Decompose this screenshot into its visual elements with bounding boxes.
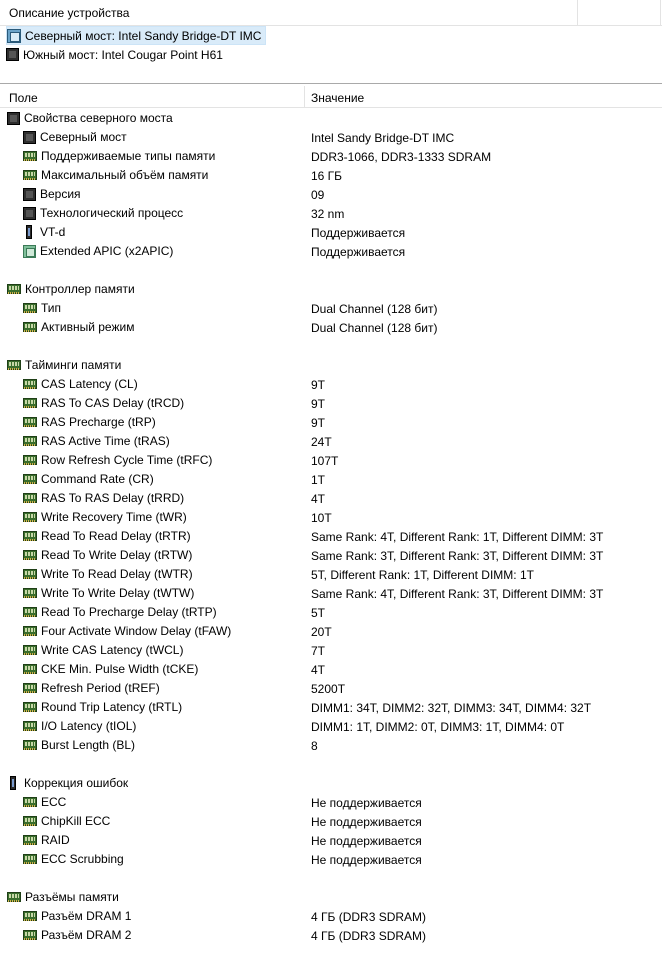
property-row[interactable] [0, 660, 662, 679]
property-value: 5T [311, 606, 326, 620]
property-name: Write Recovery Time (tWR) [41, 510, 187, 524]
property-name-cell [23, 605, 217, 619]
property-name: Four Activate Window Delay (tFAW) [41, 624, 232, 638]
memory-icon [23, 531, 37, 541]
memory-icon [7, 892, 21, 902]
property-name-cell [23, 586, 194, 600]
property-name-cell [23, 510, 187, 524]
group-header-name [7, 890, 119, 904]
property-name-cell [23, 168, 208, 182]
property-name: Command Rate (CR) [41, 472, 154, 486]
column-header-field[interactable]: Поле [9, 91, 38, 105]
column-divider[interactable] [304, 86, 305, 108]
column-divider[interactable] [577, 0, 578, 26]
property-value: 4T [311, 492, 326, 506]
stick-shape [26, 225, 32, 239]
property-name-cell [23, 529, 191, 543]
property-name: Поддерживаемые типы памяти [41, 149, 216, 163]
property-row[interactable] [0, 907, 662, 926]
memory-icon [23, 740, 37, 750]
memory-icon [23, 854, 37, 864]
property-row[interactable] [0, 451, 662, 470]
property-name-cell [23, 244, 173, 258]
property-row[interactable] [0, 223, 662, 242]
property-row[interactable] [0, 185, 662, 204]
property-value: Same Rank: 4T, Different Rank: 1T, Different DIMM: 3T [311, 530, 604, 544]
property-name-cell [23, 567, 193, 581]
property-value: 4T [311, 663, 326, 677]
property-row[interactable] [0, 717, 662, 736]
property-name: ChipKill ECC [41, 814, 111, 828]
property-name: Версия [40, 187, 81, 201]
property-name: RAS Active Time (tRAS) [41, 434, 170, 448]
property-value: Не поддерживается [311, 834, 422, 848]
group-header[interactable] [0, 888, 662, 907]
property-name-cell [23, 548, 192, 562]
device-item-label: Северный мост: Intel Sandy Bridge-DT IMC [25, 28, 262, 43]
property-value: 24T [311, 435, 332, 449]
property-name-cell [23, 149, 215, 163]
property-name-cell [23, 206, 183, 220]
memory-icon [23, 436, 37, 446]
property-value: 10T [311, 511, 332, 525]
group-header[interactable] [0, 774, 662, 793]
property-name-cell [23, 624, 231, 638]
memory-icon [7, 360, 21, 370]
column-header-value[interactable]: Значение [311, 91, 365, 105]
memory-icon [23, 474, 37, 484]
group-header-name [7, 776, 128, 790]
property-name: CKE Min. Pulse Width (tCKE) [41, 662, 199, 676]
property-name: Extended APIC (x2APIC) [40, 244, 174, 258]
property-name: Тип [41, 301, 62, 315]
property-name-cell [23, 814, 110, 828]
property-row[interactable] [0, 641, 662, 660]
property-row[interactable] [0, 318, 662, 337]
property-row[interactable] [0, 128, 662, 147]
property-name-cell [23, 928, 131, 942]
memory-icon [7, 284, 21, 294]
group-title: Разъёмы памяти [25, 890, 119, 904]
property-name-cell [23, 852, 124, 866]
property-row[interactable] [0, 698, 662, 717]
memory-icon [23, 379, 37, 389]
group-header[interactable] [0, 280, 662, 299]
property-name-cell [23, 472, 154, 486]
property-name-cell [23, 643, 183, 657]
property-value: DIMM1: 34T, DIMM2: 32T, DIMM3: 34T, DIMM4: 32T [311, 701, 592, 715]
property-row[interactable] [0, 508, 662, 527]
device-description-panel [0, 0, 662, 84]
property-value: 4 ГБ (DDR3 SDRAM) [311, 929, 427, 943]
property-value: 5T, Different Rank: 1T, Different DIMM: 1T [311, 568, 534, 582]
chip-icon [6, 48, 19, 61]
property-name: I/O Latency (tIOL) [41, 719, 137, 733]
property-value: 5200T [311, 682, 346, 696]
property-value: 8 [311, 739, 318, 753]
property-value: 7T [311, 644, 326, 658]
memory-icon [23, 303, 37, 313]
property-value: Dual Channel (128 бит) [311, 321, 438, 335]
property-row[interactable] [0, 622, 662, 641]
property-value: 16 ГБ [311, 169, 343, 183]
memory-icon [23, 493, 37, 503]
property-row[interactable] [0, 299, 662, 318]
property-row[interactable] [0, 394, 662, 413]
property-row[interactable] [0, 679, 662, 698]
device-item-northbridge[interactable] [6, 26, 266, 45]
memory-icon [23, 151, 37, 161]
property-name: RAS Precharge (tRP) [41, 415, 156, 429]
property-name-cell [23, 700, 182, 714]
property-name-cell [23, 225, 65, 239]
property-row[interactable] [0, 546, 662, 565]
chip-icon [23, 207, 36, 220]
memory-icon [23, 322, 37, 332]
property-value: 9T [311, 397, 326, 411]
property-name-cell [23, 130, 127, 144]
chip-icon [7, 112, 20, 125]
property-name-cell [23, 434, 170, 448]
property-name: Write To Read Delay (tWTR) [41, 567, 193, 581]
property-row[interactable] [0, 603, 662, 622]
property-row[interactable] [0, 736, 662, 755]
property-row[interactable] [0, 565, 662, 584]
property-name: RAS To RAS Delay (tRRD) [41, 491, 185, 505]
device-item-southbridge[interactable] [6, 45, 227, 64]
group-title: Тайминги памяти [25, 358, 122, 372]
property-name-cell [23, 377, 138, 391]
property-value: DIMM1: 1T, DIMM2: 0T, DIMM3: 1T, DIMM4: 0T [311, 720, 565, 734]
memory-icon [23, 721, 37, 731]
property-value: Поддерживается [311, 245, 406, 259]
property-name: Разъём DRAM 2 [41, 928, 132, 942]
chip-icon [23, 131, 36, 144]
property-row[interactable] [0, 413, 662, 432]
property-value: 20T [311, 625, 332, 639]
property-row[interactable] [0, 527, 662, 546]
property-row[interactable] [0, 242, 662, 261]
property-value: Поддерживается [311, 226, 406, 240]
chip-green-icon [23, 245, 36, 258]
property-name-cell [23, 415, 156, 429]
memory-icon [23, 835, 37, 845]
memory-icon [23, 607, 37, 617]
property-name: Максимальный объём памяти [41, 168, 209, 182]
property-name-cell [23, 301, 61, 315]
property-name-cell [23, 738, 135, 752]
property-name: RAID [41, 833, 70, 847]
property-row[interactable] [0, 489, 662, 508]
memory-icon [23, 588, 37, 598]
memory-icon [23, 569, 37, 579]
property-row[interactable] [0, 831, 662, 850]
memory-icon [23, 911, 37, 921]
group-title: Коррекция ошибок [24, 776, 129, 790]
memory-icon [23, 664, 37, 674]
property-row[interactable] [0, 375, 662, 394]
memory-icon [23, 170, 37, 180]
column-divider[interactable] [660, 0, 661, 26]
property-name: Refresh Period (tREF) [41, 681, 160, 695]
property-value: 09 [311, 188, 325, 202]
property-value: Не поддерживается [311, 796, 422, 810]
property-name: RAS To CAS Delay (tRCD) [41, 396, 185, 410]
property-name-cell [23, 396, 184, 410]
stick-icon [23, 225, 36, 239]
property-value: 32 nm [311, 207, 345, 221]
property-name-cell [23, 662, 198, 676]
device-description-header[interactable] [0, 0, 662, 26]
group-header[interactable] [0, 109, 662, 128]
memory-icon [23, 702, 37, 712]
group-header-name [7, 111, 173, 125]
stick-icon [7, 776, 20, 790]
memory-icon [23, 455, 37, 465]
memory-icon [23, 645, 37, 655]
property-name-cell [23, 491, 184, 505]
property-name-cell [23, 719, 136, 733]
memory-icon [23, 417, 37, 427]
property-name: Технологический процесс [40, 206, 184, 220]
properties-list-header [0, 86, 662, 108]
property-row[interactable] [0, 166, 662, 185]
group-title: Контроллер памяти [25, 282, 135, 296]
memory-icon [23, 816, 37, 826]
property-name-cell [23, 187, 81, 201]
property-row[interactable] [0, 584, 662, 603]
property-name: Row Refresh Cycle Time (tRFC) [41, 453, 213, 467]
memory-icon [23, 797, 37, 807]
property-value: Не поддерживается [311, 853, 422, 867]
group-header[interactable] [0, 356, 662, 375]
memory-icon [23, 626, 37, 636]
property-value: Intel Sandy Bridge-DT IMC [311, 131, 455, 145]
group-title: Свойства северного моста [24, 111, 173, 125]
property-row[interactable] [0, 470, 662, 489]
memory-icon [23, 930, 37, 940]
property-name: Write To Write Delay (tWTW) [41, 586, 195, 600]
property-name: Активный режим [41, 320, 135, 334]
property-name: Burst Length (BL) [41, 738, 136, 752]
memory-icon [23, 398, 37, 408]
chip-blue-icon [7, 29, 21, 43]
property-value: Same Rank: 3T, Different Rank: 3T, Different DIMM: 3T [311, 549, 604, 563]
property-name-cell [23, 795, 66, 809]
property-row[interactable] [0, 850, 662, 869]
property-name: Read To Read Delay (tRTR) [41, 529, 191, 543]
property-row[interactable] [0, 204, 662, 223]
memory-icon [23, 512, 37, 522]
property-name: Разъём DRAM 1 [41, 909, 132, 923]
property-value: 9T [311, 416, 326, 430]
memory-icon [23, 550, 37, 560]
property-name-cell [23, 909, 131, 923]
property-value: Dual Channel (128 бит) [311, 302, 438, 316]
chip-icon [23, 188, 36, 201]
property-row[interactable] [0, 432, 662, 451]
property-value: Не поддерживается [311, 815, 422, 829]
group-header-name [7, 358, 121, 372]
property-value: 107T [311, 454, 339, 468]
property-name: Round Trip Latency (tRTL) [41, 700, 183, 714]
property-row[interactable] [0, 812, 662, 831]
property-row[interactable] [0, 147, 662, 166]
property-value: 1T [311, 473, 326, 487]
property-value: Same Rank: 4T, Different Rank: 3T, Different DIMM: 3T [311, 587, 604, 601]
property-name: ECC Scrubbing [41, 852, 124, 866]
property-value: 9T [311, 378, 326, 392]
property-name: Read To Precharge Delay (tRTP) [41, 605, 217, 619]
property-value: 4 ГБ (DDR3 SDRAM) [311, 910, 427, 924]
property-value: DDR3-1066, DDR3-1333 SDRAM [311, 150, 492, 164]
property-name-cell [23, 833, 70, 847]
property-name-cell [23, 681, 160, 695]
device-description-title: Описание устройства [9, 6, 130, 20]
device-item-label: Южный мост: Intel Cougar Point H61 [23, 47, 223, 62]
property-name-cell [23, 320, 134, 334]
property-row[interactable] [0, 793, 662, 812]
property-name-cell [23, 453, 212, 467]
stick-shape [10, 776, 16, 790]
property-name: Read To Write Delay (tRTW) [41, 548, 193, 562]
memory-icon [23, 683, 37, 693]
property-name: ECC [41, 795, 67, 809]
property-name: CAS Latency (CL) [41, 377, 138, 391]
property-row[interactable] [0, 926, 662, 945]
property-name: VT-d [40, 225, 66, 239]
group-header-name [7, 282, 135, 296]
property-name: Write CAS Latency (tWCL) [41, 643, 184, 657]
property-name: Северный мост [40, 130, 127, 144]
